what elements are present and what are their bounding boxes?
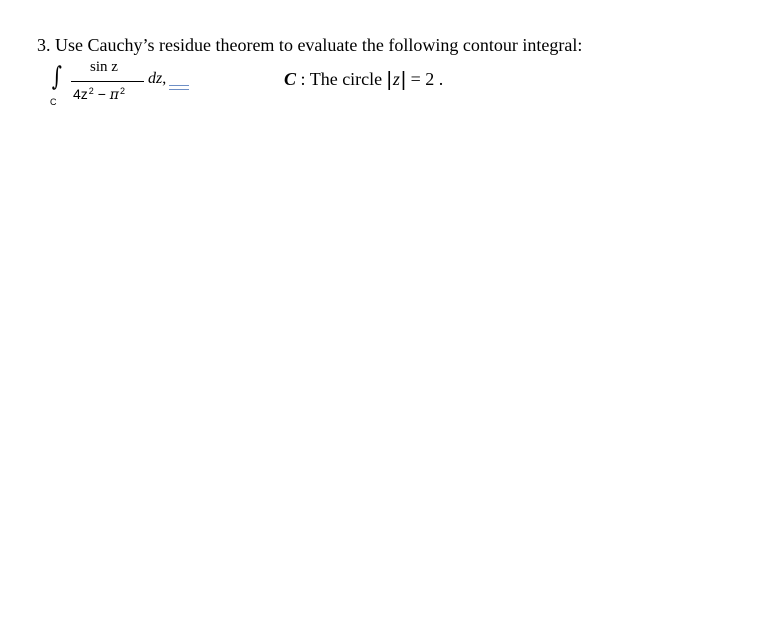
contour-variable: C xyxy=(284,69,297,89)
fraction-numerator: sin z xyxy=(90,59,118,75)
contour-equals: = 2 xyxy=(406,69,439,89)
contour-colon: : xyxy=(296,69,306,89)
abs-left-bar: | xyxy=(386,69,392,91)
differential-comma: , xyxy=(162,70,167,87)
differential xyxy=(148,70,166,88)
contour-definition xyxy=(284,69,443,89)
integral-subscript: C xyxy=(50,97,57,107)
denominator-term: 4z xyxy=(73,86,88,102)
denominator-exponent-2: 2 xyxy=(119,86,125,96)
contour-period: . xyxy=(438,69,444,89)
abs-variable: z xyxy=(392,69,400,89)
fraction-bar xyxy=(71,81,144,82)
denominator-exponent-1: 2 xyxy=(88,86,94,96)
contour-text: The circle xyxy=(305,69,387,89)
abs-right-bar: | xyxy=(400,69,407,91)
fraction-denominator xyxy=(73,86,125,103)
integral-sign: ∫ xyxy=(51,62,62,92)
denominator-pi: π xyxy=(109,87,119,103)
denominator-minus: − xyxy=(97,86,106,102)
field-marker-underline xyxy=(169,85,189,90)
differential-dz: dz xyxy=(148,70,163,87)
problem-heading: 3. Use Cauchy’s residue theorem to evaluate the following contour integral: xyxy=(37,35,583,55)
